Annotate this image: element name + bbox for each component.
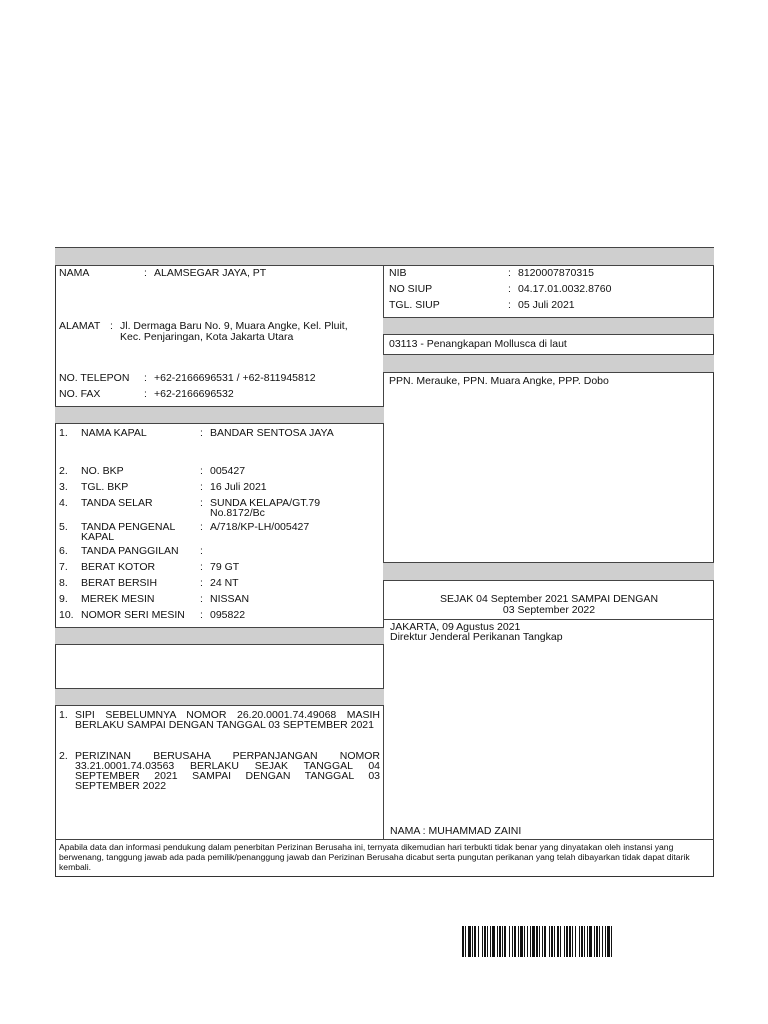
vessel-7-label: BERAT KOTOR: [81, 561, 156, 573]
header-band-vessel: [55, 406, 384, 424]
fax-value: +62-2166696532: [154, 388, 234, 400]
sign-title: Direktur Jenderal Perikanan Tangkap: [390, 631, 563, 643]
vessel-5-colon: :: [200, 521, 203, 533]
vessel-9-label: MEREK MESIN: [81, 593, 155, 605]
validity-bottom-line: [383, 619, 714, 620]
vessel-3-value: 16 Juli 2021: [210, 481, 267, 493]
vessel-3-colon: :: [200, 481, 203, 493]
header-band-company: [55, 247, 384, 266]
vessel-6-label: TANDA PANGGILAN: [81, 545, 179, 557]
vessel-1-value: BANDAR SENTOSA JAYA: [210, 427, 334, 439]
vessel-7-colon: :: [200, 561, 203, 573]
note-1-no: 1.: [59, 709, 68, 721]
disclaimer-text: Apabila data dan informasi pendukung dalam penerbitan Perizinan Berusaha ini, ternyata dikemudian hari terbukti tidak benar yang dinyatakan oleh instansi yang berwenang, tanggung jawab ada pada pemilik/penanggung jawab dan Perizinan Berusaha dicabut serta pungutan perikanan yang telah dibayarkan tidak dapat ditarik kembali.: [59, 842, 690, 872]
vessel-8-no: 8.: [59, 577, 68, 589]
disclaimer-divider: [55, 839, 714, 840]
vessel-10-label: NOMOR SERI MESIN: [81, 609, 185, 621]
nama-value: ALAMSEGAR JAYA, PT: [154, 267, 267, 279]
vessel-3-no: 3.: [59, 481, 68, 493]
vessel-10-colon: :: [200, 609, 203, 621]
vessel-8-label: BERAT BERSIH: [81, 577, 158, 589]
barcode-bar: [612, 926, 614, 957]
alamat-line1: Jl. Dermaga Baru No. 9, Muara Angke, Kel. Pluit,: [120, 320, 348, 332]
nama-colon: :: [144, 267, 147, 279]
fax-colon: :: [144, 388, 147, 400]
alamat-colon: :: [110, 320, 113, 332]
alamat-label: ALAMAT: [59, 320, 101, 332]
vessel-4-colon: :: [200, 497, 203, 509]
header-band-ports: [383, 354, 714, 373]
vessel-2-label: NO. BKP: [81, 465, 124, 477]
nib-label: NIB: [389, 267, 407, 279]
tgl-siup-label: TGL. SIUP: [389, 299, 440, 311]
header-band-validity: [383, 562, 714, 581]
vessel-2-colon: :: [200, 465, 203, 477]
tgl-siup-colon: :: [508, 299, 511, 311]
fax-label: NO. FAX: [59, 388, 101, 400]
vessel-3-label: TGL. BKP: [81, 481, 129, 493]
vessel-2-value: 005427: [210, 465, 246, 477]
header-band-license: [383, 247, 714, 266]
siup-colon: :: [508, 283, 511, 295]
vessel-4-no: 4.: [59, 497, 68, 509]
siup-label: NO SIUP: [389, 283, 433, 295]
header-band-section3: [55, 627, 384, 645]
nama-label: NAMA: [59, 267, 90, 279]
sign-place-date: JAKARTA, 09 Agustus 2021: [390, 621, 521, 633]
telepon-label: NO. TELEPON: [59, 372, 130, 384]
vessel-1-colon: :: [200, 427, 203, 439]
vessel-6-colon: :: [200, 545, 203, 557]
vessel-9-no: 9.: [59, 593, 68, 605]
vessel-5-label-line2: KAPAL: [81, 531, 115, 543]
vessel-9-colon: :: [200, 593, 203, 605]
vessel-4-label: TANDA SELAR: [81, 497, 153, 509]
vessel-10-no: 10.: [59, 609, 74, 621]
activity-text: 03113 - Penangkapan Mollusca di laut: [389, 338, 567, 350]
note-2-text: PERIZINAN BERUSAHA PERPANJANGAN NOMOR 33.21.0001.74.03563 BERLAKU SEJAK TANGGAL 04 SEPTEMBER 2021 SAMPAI DENGAN TANGGAL 03 SEPTEMBER 2022: [75, 750, 380, 792]
siup-value: 04.17.01.0032.8760: [518, 283, 612, 295]
column-divider: [383, 247, 384, 840]
vessel-1-no: 1.: [59, 427, 68, 439]
vessel-4-value-line2: No.8172/Bc: [210, 507, 265, 519]
vessel-6-no: 6.: [59, 545, 68, 557]
nib-colon: :: [508, 267, 511, 279]
vessel-10-value: 095822: [210, 609, 246, 621]
sign-name: NAMA : MUHAMMAD ZAINI: [390, 825, 522, 837]
note-1-text: SIPI SEBELUMNYA NOMOR 26.20.0001.74.49068 MASIH BERLAKU SAMPAI DENGAN TANGGAL 03 SEPTEMBER 2021: [75, 709, 380, 731]
alamat-line2: Kec. Penjaringan, Kota Jakarta Utara: [120, 331, 294, 343]
barcode: [462, 926, 707, 957]
vessel-5-value: A/718/KP-LH/005427: [210, 521, 310, 533]
vessel-5-label: TANDA PENGENAL: [81, 521, 176, 533]
vessel-4-value: SUNDA KELAPA/GT.79: [210, 497, 321, 509]
vessel-1-label: NAMA KAPAL: [81, 427, 147, 439]
header-band-activity: [383, 317, 714, 335]
activity-bottom-line: [383, 354, 714, 355]
nib-value: 8120007870315: [518, 267, 594, 279]
vessel-8-colon: :: [200, 577, 203, 589]
telepon-colon: :: [144, 372, 147, 384]
validity-line2: 03 September 2022: [502, 604, 596, 616]
telepon-value: +62-2166696531 / +62-811945812: [154, 372, 316, 384]
vessel-2-no: 2.: [59, 465, 68, 477]
vessel-8-value: 24 NT: [210, 577, 239, 589]
ports-text: PPN. Merauke, PPN. Muara Angke, PPP. Dobo: [389, 375, 609, 387]
vessel-9-value: NISSAN: [210, 593, 250, 605]
vessel-5-no: 5.: [59, 521, 68, 533]
header-band-notes: [55, 688, 384, 706]
validity-line1: SEJAK 04 September 2021 SAMPAI DENGAN: [439, 593, 659, 605]
vessel-7-value: 79 GT: [210, 561, 240, 573]
vessel-7-no: 7.: [59, 561, 68, 573]
tgl-siup-value: 05 Juli 2021: [518, 299, 575, 311]
validity-period: [390, 594, 708, 616]
note-2-no: 2.: [59, 750, 68, 762]
